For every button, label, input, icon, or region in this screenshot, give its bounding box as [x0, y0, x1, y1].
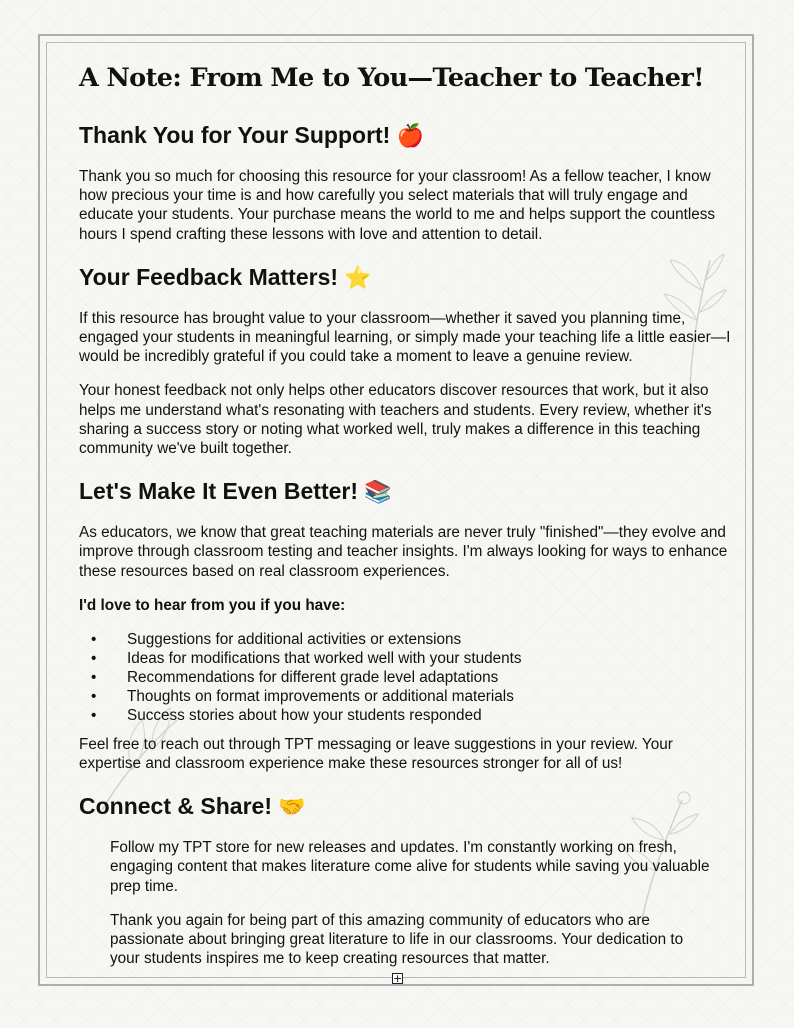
feedback-paragraph-2: Your honest feedback not only helps other educators discover resources that work, but it also helps me understand what's resonating with teachers and students. Every review, whether it's sharing a success story or noting what worked well, truly makes a difference in this teaching community we've built together.: [79, 382, 712, 458]
books-icon: 📚: [364, 480, 392, 506]
plus-marker-icon[interactable]: +: [393, 972, 403, 985]
handshake-icon: 🤝: [278, 795, 306, 821]
section-heading-feedback: Your Feedback Matters! ⭐: [79, 263, 372, 291]
connect-paragraph-1: Follow my TPT store for new releases and updates. I'm constantly working on fresh, engaging content that makes literature come alive for students while saving you valuable prep time.: [110, 839, 710, 895]
feedback-paragraph-1: If this resource has brought value to your classroom—whether it saved you planning time, engaged your students in meaningful learning, or simply made your teaching life a little easier—I would be incredibly grateful if you could take a moment to leave a genuine review.: [79, 309, 731, 366]
section-heading-thanks: Thank You for Your Support! 🍎: [79, 122, 425, 149]
connect-paragraph-2: Thank you again for being part of this amazing community of educators who are passionate about bringing great literature to life in our classrooms. Your dedication to your students inspires me to keep creating resources that matter.: [110, 911, 684, 968]
section-connect: [79, 791, 739, 968]
note-content: [79, 58, 739, 968]
thanks-paragraph: Thank you so much for choosing this resource for your classroom! As a fellow teacher, I know how precious your time is and how carefully you select materials that will truly engage and educate your students. Your purchase means the world to me and helps support the countless hours I spend crafting these lessons with love and attention to detail.: [79, 168, 716, 243]
better-paragraph-1: As educators, we know that great teaching materials are never truly "finished"—they evolve and improve through classroom testing and teacher insights. I'm always looking for ways to enhance these resources based on real classroom experiences.: [79, 524, 728, 580]
suggestion-list: [79, 630, 739, 725]
section-heading-better: Let's Make It Even Better! 📚: [79, 478, 392, 506]
list-intro: I'd love to hear from you if you have:: [79, 596, 346, 614]
list-item: • Suggestions for additional activities or extensions: [79, 630, 739, 649]
list-item: • Ideas for modifications that worked well with your students: [79, 649, 739, 668]
section-better: [79, 476, 739, 773]
list-item: • Thoughts on format improvements or additional materials: [79, 687, 739, 706]
list-item: • Recommendations for different grade level adaptations: [79, 668, 739, 687]
list-item: • Success stories about how your students responded: [79, 706, 739, 725]
section-heading-connect: Connect & Share! 🤝: [79, 793, 306, 821]
section-feedback: [79, 262, 739, 458]
star-icon: ⭐: [344, 265, 372, 291]
page-title: A Note: From Me to You—Teacher to Teacher!: [79, 63, 704, 93]
section-thanks: [79, 120, 739, 244]
apple-icon: 🍎: [396, 124, 425, 149]
better-paragraph-2: Feel free to reach out through TPT messaging or leave suggestions in your review. Your expertise and classroom experience make these resources stronger for all of us!: [79, 735, 673, 773]
